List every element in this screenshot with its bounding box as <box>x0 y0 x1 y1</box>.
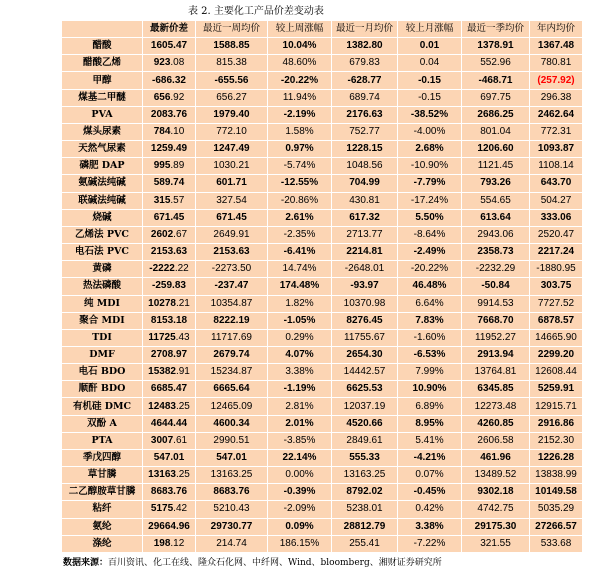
table-cell: 8683.76 <box>143 484 195 500</box>
table-cell: 14665.90 <box>530 330 582 346</box>
column-header-month-avg: 最近一月均价 <box>332 21 397 37</box>
table-cell: 1030.21 <box>196 158 267 174</box>
table-cell: 601.71 <box>196 175 267 191</box>
row-label: 磷肥 DAP <box>62 158 142 174</box>
price-spread-table <box>62 21 582 552</box>
table-cell: 923 .08 <box>143 55 195 71</box>
table-cell: 1588.85 <box>196 38 267 54</box>
table-cell: 772.10 <box>196 124 267 140</box>
table-cell: 6625.53 <box>332 381 397 397</box>
table-cell: 0.07% <box>398 467 461 483</box>
table-cell: -2.49% <box>398 244 461 260</box>
table-cell: 321.55 <box>462 536 529 552</box>
table-cell: -8.64% <box>398 227 461 243</box>
table-cell: 1108.14 <box>530 158 582 174</box>
table-cell: 2849.61 <box>332 433 397 449</box>
row-label: 聚合 MDI <box>62 313 142 329</box>
table-cell: 12037.19 <box>332 398 397 414</box>
table-cell: 784 .10 <box>143 124 195 140</box>
table-cell: 772.31 <box>530 124 582 140</box>
table-cell: 9914.53 <box>462 296 529 312</box>
table-cell: 793.26 <box>462 175 529 191</box>
row-label: 热法磷酸 <box>62 278 142 294</box>
table-cell: 29730.77 <box>196 519 267 535</box>
table-cell: 198 .12 <box>143 536 195 552</box>
table-cell: -4.00% <box>398 124 461 140</box>
table-cell: (257.92) <box>530 72 582 88</box>
table-cell: 617.32 <box>332 210 397 226</box>
table-cell: 0.29% <box>268 330 331 346</box>
table-cell: 3007 .61 <box>143 433 195 449</box>
table-cell: 3.38% <box>398 519 461 535</box>
table-cell: 2649.91 <box>196 227 267 243</box>
table-cell: 6665.64 <box>196 381 267 397</box>
column-header-latest-spread: 最新价差 <box>143 21 195 37</box>
table-cell: 8222.19 <box>196 313 267 329</box>
table-cell: 7727.52 <box>530 296 582 312</box>
row-label: 烧碱 <box>62 210 142 226</box>
table-cell: 656 .92 <box>143 90 195 106</box>
table-cell: -1.60% <box>398 330 461 346</box>
table-cell: 8153.18 <box>143 313 195 329</box>
table-cell: -7.79% <box>398 175 461 191</box>
row-label: 涤纶 <box>62 536 142 552</box>
table-cell: 29175.30 <box>462 519 529 535</box>
table-cell: 3.38% <box>268 364 331 380</box>
table-title: 表 2. 主要化工产品价差变动表 <box>188 6 324 17</box>
row-label: 天然气尿素 <box>62 141 142 157</box>
table-cell: 2176.63 <box>332 107 397 123</box>
table-cell: 1228.15 <box>332 141 397 157</box>
table-cell: -50.84 <box>462 278 529 294</box>
row-label: 乙烯法 PVC <box>62 227 142 243</box>
table-cell: -0.45% <box>398 484 461 500</box>
table-cell: 6.89% <box>398 398 461 414</box>
table-cell: 656.27 <box>196 90 267 106</box>
table-cell: 2153.63 <box>143 244 195 260</box>
table-cell: 2.01% <box>268 416 331 432</box>
table-cell: 2679.74 <box>196 347 267 363</box>
table-cell: 1259.49 <box>143 141 195 157</box>
table-cell: -2273.50 <box>196 261 267 277</box>
table-cell: 2299.20 <box>530 347 582 363</box>
table-cell: 671.45 <box>143 210 195 226</box>
table-cell: 14442.57 <box>332 364 397 380</box>
table-cell: 48.60% <box>268 55 331 71</box>
table-cell: 461.96 <box>462 450 529 466</box>
table-cell: -686.32 <box>143 72 195 88</box>
table-cell: 22.14% <box>268 450 331 466</box>
table-cell: -12.55% <box>268 175 331 191</box>
table-cell: 780.81 <box>530 55 582 71</box>
table-cell: -4.21% <box>398 450 461 466</box>
data-source-text: 百川资讯、化工在线、隆众石化网、中纤网、Wind、bloomberg、湘财证券研究所 <box>108 558 442 568</box>
table-cell: 2462.64 <box>530 107 582 123</box>
table-cell: 801.04 <box>462 124 529 140</box>
table-cell: -2232.29 <box>462 261 529 277</box>
table-cell: 1093.87 <box>530 141 582 157</box>
table-cell: 15234.87 <box>196 364 267 380</box>
table-cell: 1605.47 <box>143 38 195 54</box>
table-cell: 533.68 <box>530 536 582 552</box>
table-cell: -0.15 <box>398 90 461 106</box>
table-cell: 5.41% <box>398 433 461 449</box>
table-cell: 2153.63 <box>196 244 267 260</box>
row-label: 醋酸乙烯 <box>62 55 142 71</box>
table-cell: 6685.47 <box>143 381 195 397</box>
table-cell: 2654.30 <box>332 347 397 363</box>
row-label: PTA <box>62 433 142 449</box>
row-label: 甲醇 <box>62 72 142 88</box>
table-cell: 2152.30 <box>530 433 582 449</box>
table-cell: 12608.44 <box>530 364 582 380</box>
table-cell: 0.01 <box>398 38 461 54</box>
table-cell: 554.65 <box>462 193 529 209</box>
table-cell: 11952.27 <box>462 330 529 346</box>
table-cell: 11755.67 <box>332 330 397 346</box>
table-cell: 2358.73 <box>462 244 529 260</box>
table-cell: 10278 .21 <box>143 296 195 312</box>
table-cell: 2217.24 <box>530 244 582 260</box>
table-cell: 333.06 <box>530 210 582 226</box>
table-cell: 679.83 <box>332 55 397 71</box>
row-label: 电石法 PVC <box>62 244 142 260</box>
table-cell: 13163.25 <box>332 467 397 483</box>
table-cell: -1.19% <box>268 381 331 397</box>
row-label: 氨纶 <box>62 519 142 535</box>
table-cell: -655.56 <box>196 72 267 88</box>
table-cell: 8276.45 <box>332 313 397 329</box>
row-label: 有机硅 DMC <box>62 398 142 414</box>
table-cell: 4.07% <box>268 347 331 363</box>
table-cell: -237.47 <box>196 278 267 294</box>
table-cell: 0.00% <box>268 467 331 483</box>
table-cell: 6.64% <box>398 296 461 312</box>
table-cell: 2913.94 <box>462 347 529 363</box>
table-cell: 29664.96 <box>143 519 195 535</box>
table-cell: -2.19% <box>268 107 331 123</box>
table-cell: 671.45 <box>196 210 267 226</box>
table-cell: 6878.57 <box>530 313 582 329</box>
table-cell: 430.81 <box>332 193 397 209</box>
row-label: 黄磷 <box>62 261 142 277</box>
table-cell: -1.05% <box>268 313 331 329</box>
table-cell: 8683.76 <box>196 484 267 500</box>
table-cell: -2648.01 <box>332 261 397 277</box>
row-label: 氨碱法纯碱 <box>62 175 142 191</box>
table-cell: 15382 .91 <box>143 364 195 380</box>
table-cell: -0.15 <box>398 72 461 88</box>
table-cell: 13489.52 <box>462 467 529 483</box>
row-label: TDI <box>62 330 142 346</box>
table-cell: 2916.86 <box>530 416 582 432</box>
table-cell: 296.38 <box>530 90 582 106</box>
column-header-ytd-avg: 年内均价 <box>530 21 582 37</box>
table-cell: 1979.40 <box>196 107 267 123</box>
table-cell: 1378.91 <box>462 38 529 54</box>
table-cell: 613.64 <box>462 210 529 226</box>
table-cell: -2222 .22 <box>143 261 195 277</box>
table-cell: -20.86% <box>268 193 331 209</box>
table-cell: 6345.85 <box>462 381 529 397</box>
table-cell: 1.58% <box>268 124 331 140</box>
table-cell: 10149.58 <box>530 484 582 500</box>
row-label: 双酚 A <box>62 416 142 432</box>
table-cell: 186.15% <box>268 536 331 552</box>
table-cell: -17.24% <box>398 193 461 209</box>
table-cell: -2.09% <box>268 501 331 517</box>
table-cell: 1382.80 <box>332 38 397 54</box>
table-cell: -7.22% <box>398 536 461 552</box>
table-cell: 28812.79 <box>332 519 397 535</box>
table-cell: 214.74 <box>196 536 267 552</box>
table-cell: -5.74% <box>268 158 331 174</box>
table-cell: 5259.91 <box>530 381 582 397</box>
table-cell: 752.77 <box>332 124 397 140</box>
table-cell: 10.90% <box>398 381 461 397</box>
table-cell: 1206.60 <box>462 141 529 157</box>
table-cell: 0.42% <box>398 501 461 517</box>
table-cell: 1121.45 <box>462 158 529 174</box>
row-label: 粘纤 <box>62 501 142 517</box>
table-cell: 4520.66 <box>332 416 397 432</box>
table-cell: 589.74 <box>143 175 195 191</box>
table-cell: 704.99 <box>332 175 397 191</box>
table-cell: 5.50% <box>398 210 461 226</box>
table-cell: 10.04% <box>268 38 331 54</box>
table-cell: -3.85% <box>268 433 331 449</box>
table-cell: 1.82% <box>268 296 331 312</box>
table-cell: 10370.98 <box>332 296 397 312</box>
column-header-week-avg: 最近一周均价 <box>196 21 267 37</box>
table-cell: -20.22% <box>268 72 331 88</box>
table-cell: 689.74 <box>332 90 397 106</box>
table-cell: 13764.81 <box>462 364 529 380</box>
table-cell: 12465.09 <box>196 398 267 414</box>
table-cell: 4260.85 <box>462 416 529 432</box>
row-label: 草甘膦 <box>62 467 142 483</box>
table-cell: 2083.76 <box>143 107 195 123</box>
table-cell: 547.01 <box>143 450 195 466</box>
row-label: 电石 BDO <box>62 364 142 380</box>
table-cell: 13163 .25 <box>143 467 195 483</box>
table-cell: 10354.87 <box>196 296 267 312</box>
table-cell: 4600.34 <box>196 416 267 432</box>
table-cell: 1367.48 <box>530 38 582 54</box>
table-cell: 9302.18 <box>462 484 529 500</box>
table-cell: -259.83 <box>143 278 195 294</box>
table-cell: 5035.29 <box>530 501 582 517</box>
row-label: 联碱法纯碱 <box>62 193 142 209</box>
data-source-label: 数据来源： <box>63 558 109 568</box>
table-cell: 555.33 <box>332 450 397 466</box>
table-cell: 12273.48 <box>462 398 529 414</box>
table-cell: 2.68% <box>398 141 461 157</box>
table-cell: 0.04 <box>398 55 461 71</box>
table-cell: 697.75 <box>462 90 529 106</box>
table-cell: 11717.69 <box>196 330 267 346</box>
table-cell: -468.71 <box>462 72 529 88</box>
table-cell: 4644.44 <box>143 416 195 432</box>
table-cell: -10.90% <box>398 158 461 174</box>
table-cell: 2.61% <box>268 210 331 226</box>
table-cell: 2602 .67 <box>143 227 195 243</box>
table-cell: 8.95% <box>398 416 461 432</box>
table-cell: 552.96 <box>462 55 529 71</box>
table-cell: 4742.75 <box>462 501 529 517</box>
table-cell: 2990.51 <box>196 433 267 449</box>
table-cell: -1880.95 <box>530 261 582 277</box>
row-label: 顺酐 BDO <box>62 381 142 397</box>
table-cell: 12915.71 <box>530 398 582 414</box>
table-cell: 2943.06 <box>462 227 529 243</box>
table-cell: -628.77 <box>332 72 397 88</box>
header-corner <box>62 21 142 37</box>
table-cell: -0.39% <box>268 484 331 500</box>
table-cell: 2713.77 <box>332 227 397 243</box>
table-cell: 46.48% <box>398 278 461 294</box>
table-cell: 13838.99 <box>530 467 582 483</box>
table-cell: 12483 .25 <box>143 398 195 414</box>
data-source-note <box>63 557 442 570</box>
column-header-month-change: 较上月涨幅 <box>398 21 461 37</box>
table-cell: -6.41% <box>268 244 331 260</box>
table-cell: 2708.97 <box>143 347 195 363</box>
table-cell: 1048.56 <box>332 158 397 174</box>
table-cell: -6.53% <box>398 347 461 363</box>
table-cell: 7.99% <box>398 364 461 380</box>
row-label: 二乙醇胺草甘膦 <box>62 484 142 500</box>
table-cell: 5175 .42 <box>143 501 195 517</box>
table-cell: 8792.02 <box>332 484 397 500</box>
table-cell: 547.01 <box>196 450 267 466</box>
table-cell: 643.70 <box>530 175 582 191</box>
column-header-quarter-avg: 最近一季均价 <box>462 21 529 37</box>
table-cell: 504.27 <box>530 193 582 209</box>
table-cell: 315 .57 <box>143 193 195 209</box>
table-cell: 2214.81 <box>332 244 397 260</box>
table-cell: 7668.70 <box>462 313 529 329</box>
table-cell: 1247.49 <box>196 141 267 157</box>
table-cell: 303.75 <box>530 278 582 294</box>
table-cell: 14.74% <box>268 261 331 277</box>
row-label: DMF <box>62 347 142 363</box>
table-cell: -2.35% <box>268 227 331 243</box>
table-cell: 7.83% <box>398 313 461 329</box>
table-cell: 5238.01 <box>332 501 397 517</box>
row-label: 季戊四醇 <box>62 450 142 466</box>
table-cell: 13163.25 <box>196 467 267 483</box>
table-cell: 174.48% <box>268 278 331 294</box>
column-header-week-change: 较上周涨幅 <box>268 21 331 37</box>
table-cell: -20.22% <box>398 261 461 277</box>
table-cell: 0.97% <box>268 141 331 157</box>
row-label: 煤头尿素 <box>62 124 142 140</box>
table-cell: 2.81% <box>268 398 331 414</box>
table-cell: 815.38 <box>196 55 267 71</box>
row-label: PVA <box>62 107 142 123</box>
row-label: 醋酸 <box>62 38 142 54</box>
table-cell: 0.09% <box>268 519 331 535</box>
table-cell: 11.94% <box>268 90 331 106</box>
table-cell: 995 .89 <box>143 158 195 174</box>
table-cell: -93.97 <box>332 278 397 294</box>
table-cell: 255.41 <box>332 536 397 552</box>
table-cell: 1226.28 <box>530 450 582 466</box>
table-cell: 11725 .43 <box>143 330 195 346</box>
row-label: 纯 MDI <box>62 296 142 312</box>
table-cell: 27266.57 <box>530 519 582 535</box>
table-cell: 2606.58 <box>462 433 529 449</box>
row-label: 煤基二甲醚 <box>62 90 142 106</box>
table-cell: -38.52% <box>398 107 461 123</box>
table-cell: 2686.25 <box>462 107 529 123</box>
table-cell: 2520.47 <box>530 227 582 243</box>
table-cell: 5210.43 <box>196 501 267 517</box>
table-cell: 327.54 <box>196 193 267 209</box>
